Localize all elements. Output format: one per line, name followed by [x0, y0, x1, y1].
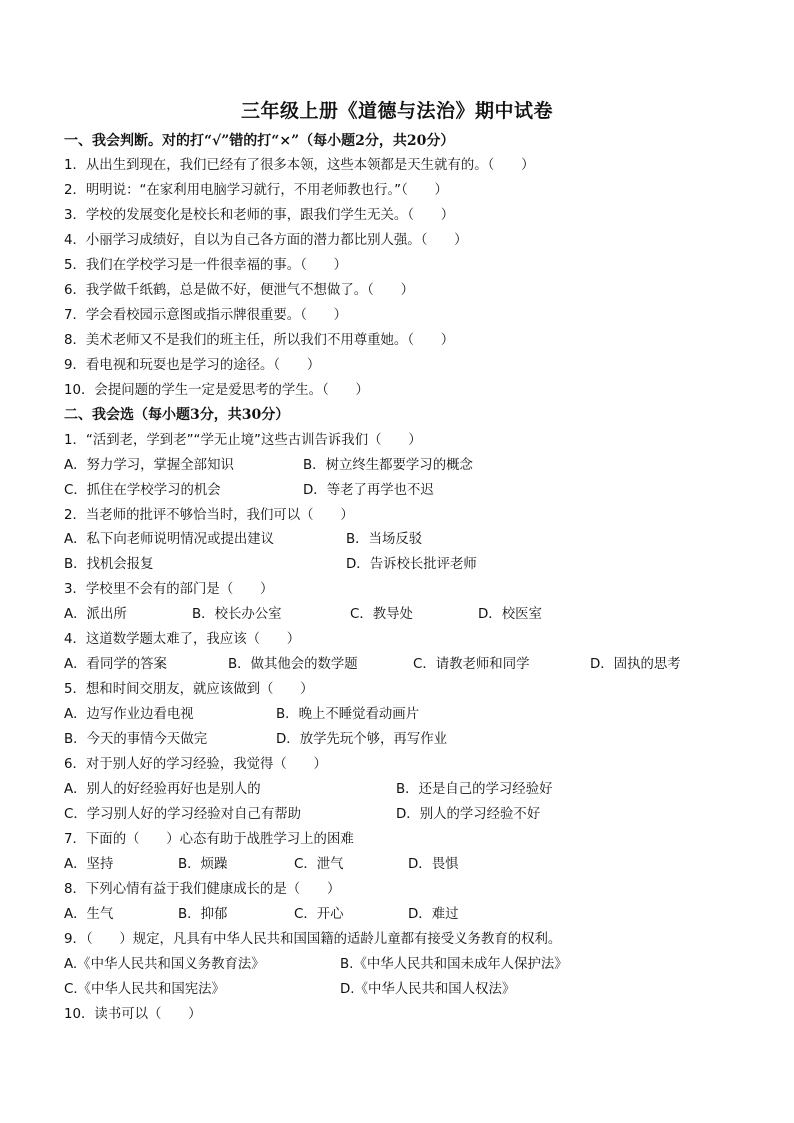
judge-item-7: 7．学会看校园示意图或指示牌很重要。（ ）	[64, 308, 348, 323]
option-q1-a: A．努力学习，掌握全部知识	[64, 458, 234, 473]
judge-item-5: 5．我们在学校学习是一件很幸福的事。（ ）	[64, 258, 348, 273]
option-q9-d: D.《中华人民共和国人权法》	[340, 982, 516, 997]
option-q3-d: D．校医室	[478, 607, 542, 622]
option-q3-b: B．校长办公室	[192, 607, 282, 622]
judge-item-8: 8．美术老师又不是我们的班主任，所以我们不用尊重她。（ ）	[64, 333, 455, 348]
choice-question-8: 8．下列心情有益于我们健康成长的是（ ）	[64, 882, 341, 897]
option-q4-a: A．看同学的答案	[64, 657, 167, 672]
judge-item-6: 6．我学做千纸鹤，总是做不好，便泄气不想做了。（ ）	[64, 283, 414, 298]
option-q2-c: B．找机会报复	[64, 557, 154, 572]
choice-question-9: 9．（ ）规定，凡具有中华人民共和国国籍的适龄儿童都有接受义务教育的权利。	[64, 932, 562, 947]
choice-question-10: 10．读书可以（ ）	[64, 1007, 202, 1022]
judge-item-3: 3．学校的发展变化是校长和老师的事，跟我们学生无关。（ ）	[64, 208, 455, 223]
option-q3-c: C．教导处	[350, 607, 413, 622]
option-q6-a: A．别人的好经验再好也是别人的	[64, 782, 261, 797]
judge-item-2: 2．明明说：“在家利用电脑学习就行，不用老师教也行。”（ ）	[64, 183, 448, 198]
choice-question-4: 4．这道数学题太难了，我应该（ ）	[64, 632, 301, 647]
choice-question-5: 5．想和时间交朋友，就应该做到（ ）	[64, 682, 314, 697]
judge-item-4: 4．小丽学习成绩好，自以为自己各方面的潜力都比别人强。（ ）	[64, 233, 468, 248]
option-q2-a: A．私下向老师说明情况或提出建议	[64, 532, 275, 547]
option-q2-d: D．告诉校长批评老师	[346, 557, 477, 572]
option-q7-d: D．畏惧	[408, 857, 459, 872]
option-q8-c: C．开心	[294, 907, 344, 922]
choice-question-2: 2．当老师的批评不够恰当时，我们可以（ ）	[64, 508, 354, 523]
option-q6-b: B．还是自己的学习经验好	[396, 782, 553, 797]
option-q5-b: B．晚上不睡觉看动画片	[276, 707, 420, 722]
option-q4-b: B．做其他会的数学题	[228, 657, 358, 672]
page-title: 三年级上册《道德与法治》期中试卷	[240, 100, 553, 122]
judge-item-10: 10．会提问题的学生一定是爱思考的学生。（ ）	[64, 383, 369, 398]
option-q5-a: A．边写作业边看电视	[64, 707, 194, 722]
choice-question-1: 1．“活到老，学到老”“学无止境”这些古训告诉我们（ ）	[64, 433, 422, 448]
option-q1-c: C．抓住在学校学习的机会	[64, 483, 221, 498]
option-q9-c: C.《中华人民共和国宪法》	[64, 982, 225, 997]
option-q3-a: A．派出所	[64, 607, 127, 622]
option-q6-c: C．学习别人好的学习经验对自己有帮助	[64, 807, 301, 822]
option-q4-c: C．请教老师和同学	[413, 657, 530, 672]
judge-item-9: 9．看电视和玩耍也是学习的途径。（ ）	[64, 358, 321, 373]
option-q8-b: B．抑郁	[178, 907, 228, 922]
choice-question-3: 3．学校里不会有的部门是（ ）	[64, 582, 274, 597]
option-q5-d: D．放学先玩个够，再写作业	[276, 732, 447, 747]
option-q9-b: B.《中华人民共和国未成年人保护法》	[340, 957, 568, 972]
option-q7-b: B．烦躁	[178, 857, 228, 872]
option-q4-d: D．固执的思考	[590, 657, 681, 672]
option-q5-c: B．今天的事情今天做完	[64, 732, 208, 747]
option-q7-c: C．泄气	[294, 857, 344, 872]
option-q7-a: A．坚持	[64, 857, 114, 872]
section2-heading: 二、我会选（每小题3分，共30分）	[64, 407, 290, 423]
option-q6-d: D．别人的学习经验不好	[396, 807, 541, 822]
option-q1-d: D．等老了再学也不迟	[303, 483, 434, 498]
option-q2-b: B．当场反驳	[346, 532, 423, 547]
section1-heading: 一、我会判断。对的打“√”错的打“×”（每小题2分，共20分）	[64, 133, 455, 149]
option-q8-a: A．生气	[64, 907, 114, 922]
choice-question-7: 7．下面的（ ）心态有助于战胜学习上的困难	[64, 832, 354, 847]
choice-question-6: 6．对于别人好的学习经验，我觉得（ ）	[64, 757, 327, 772]
option-q9-a: A.《中华人民共和国义务教育法》	[64, 957, 265, 972]
judge-item-1: 1．从出生到现在，我们已经有了很多本领，这些本领都是天生就有的。（ ）	[64, 158, 535, 173]
option-q8-d: D．难过	[408, 907, 459, 922]
option-q1-b: B．树立终生都要学习的概念	[303, 458, 473, 473]
